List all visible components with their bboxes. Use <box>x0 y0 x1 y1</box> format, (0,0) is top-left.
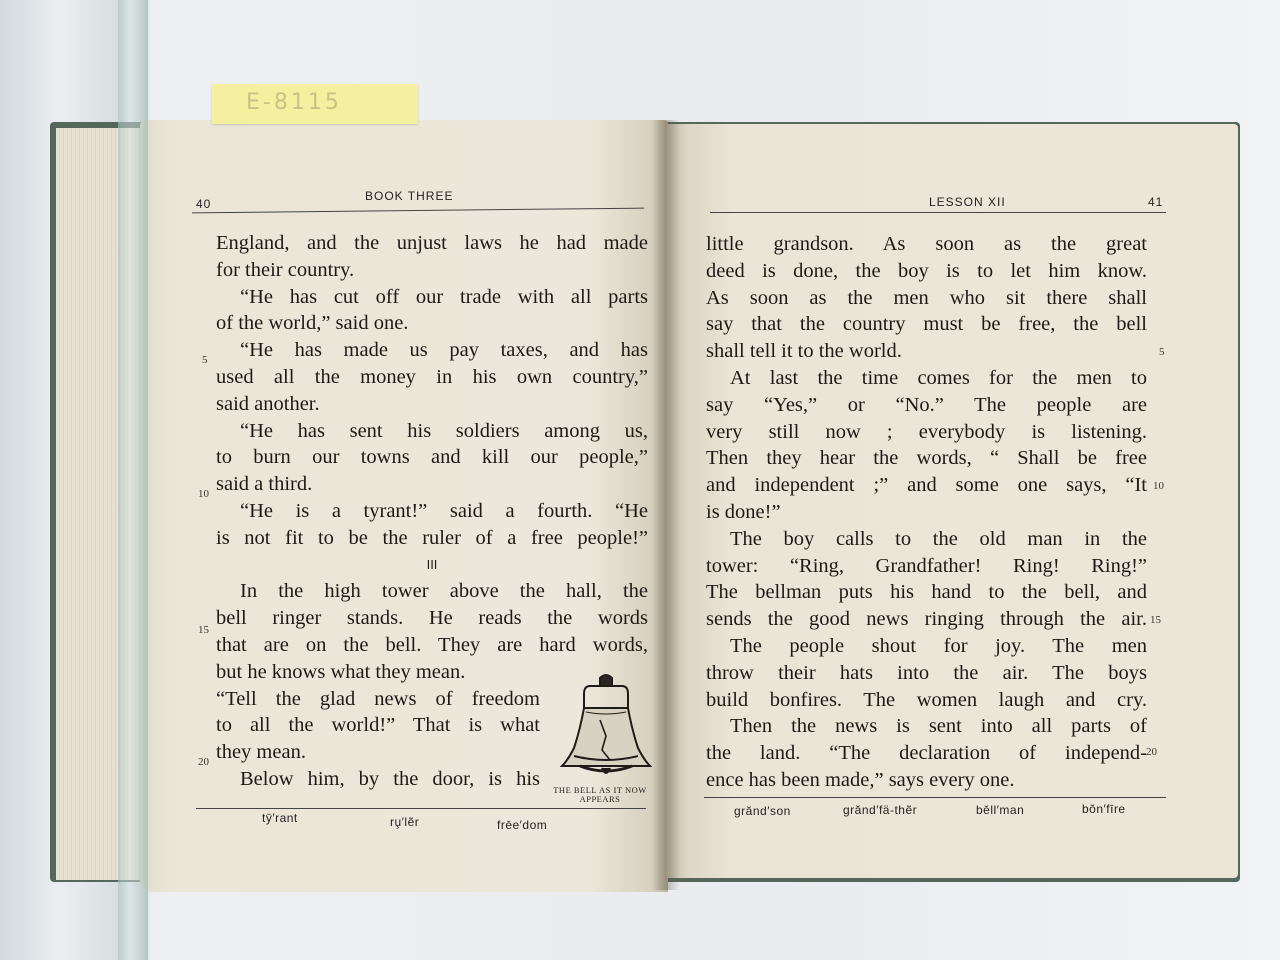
text-line: shall tell it to the world. <box>706 340 902 363</box>
footer-rule-left <box>196 808 646 809</box>
pronunciation-word: tȳ′rant <box>262 811 298 825</box>
text-line: The boy calls to the old man in the <box>730 527 1147 550</box>
footer-rule-right <box>704 797 1166 798</box>
text-line: Then they hear the words, “ Shall be free <box>706 447 1147 470</box>
text-line: bell ringer stands. He reads the words <box>216 607 648 630</box>
pronunciation-word: grănd′son <box>734 804 791 818</box>
pronunciation-word: frēe′dom <box>497 818 548 832</box>
sticky-note-text: E-8115 <box>246 90 342 115</box>
header-rule-right <box>710 212 1166 213</box>
glass-edge <box>118 0 148 960</box>
text-line: for their country. <box>216 258 355 281</box>
bell-caption: THE BELL AS IT NOW APPEARS <box>553 785 647 804</box>
text-line: to burn our towns and kill our people,” <box>216 446 648 469</box>
text-line: The people shout for joy. The men <box>730 634 1147 657</box>
pronunciation-word: ru̧′lẽr <box>390 815 420 829</box>
text-line: and independent ;” and some one says, “It <box>706 474 1147 497</box>
text-line: sends the good news ringing through the air. <box>706 608 1147 631</box>
text-line: “He has cut off our trade with all parts <box>240 285 648 308</box>
text-line: build bonfires. The women laugh and cry. <box>706 688 1147 711</box>
pronunciation-word: grănd′fä-thẽr <box>843 803 918 817</box>
line-number: 10 <box>1153 480 1164 492</box>
text-line: said another. <box>216 392 320 415</box>
page-number-right: 41 <box>1148 195 1164 209</box>
line-number: 5 <box>1159 346 1165 358</box>
text-line: say that the country must be free, the bell <box>706 313 1147 336</box>
text-line: ence has been made,” says every one. <box>706 768 1015 791</box>
running-head-right: LESSON XII <box>929 195 1006 209</box>
text-line: very still now ; everybody is listening. <box>706 420 1147 443</box>
text-line: “Tell the glad news of freedom <box>216 687 540 710</box>
text-line: they mean. <box>216 741 306 764</box>
pronunciation-word: bŏn′fīre <box>1082 802 1126 816</box>
text-line: is not fit to be the ruler of a free people!” <box>216 526 648 549</box>
text-line: that are on the bell. They are hard words, <box>216 633 648 656</box>
text-line: throw their hats into the air. The boys <box>706 661 1147 684</box>
text-line: At last the time comes for the men to <box>730 366 1147 389</box>
text-line: deed is done, the boy is to let him know. <box>706 259 1147 282</box>
text-line: the land. “The declaration of independ- <box>706 742 1147 765</box>
sticky-note <box>212 84 418 124</box>
text-line: say “Yes,” or “No.” The people are <box>706 393 1147 416</box>
text-line: tower: “Ring, Grandfather! Ring! Ring!” <box>706 554 1147 577</box>
spine-shadow <box>652 120 680 890</box>
section-number: III <box>426 556 438 572</box>
text-line: “He has made us pay taxes, and has <box>240 339 648 362</box>
text-line: but he knows what they mean. <box>216 660 466 683</box>
line-number: 20 <box>1146 746 1157 758</box>
text-line: little grandson. As soon as the great <box>706 233 1147 255</box>
line-number: 15 <box>1150 614 1161 626</box>
right-page-body <box>706 231 1147 794</box>
page-number-left: 40 <box>196 197 212 211</box>
line-number: 15 <box>198 624 209 636</box>
text-line: As soon as the men who sit there shall <box>706 286 1147 309</box>
text-line: used all the money in his own country,” <box>216 365 648 388</box>
line-number: 20 <box>198 756 209 768</box>
text-line: England, and the unjust laws he had made <box>216 232 648 254</box>
text-line: “He is a tyrant!” said a fourth. “He <box>240 499 648 522</box>
running-head-left: BOOK THREE <box>365 189 454 203</box>
text-line: said a third. <box>216 473 313 496</box>
text-line: The bellman puts his hand to the bell, and <box>706 581 1147 604</box>
pronunciation-word: bĕll′man <box>976 803 1025 817</box>
text-line: “He has sent his soldiers among us, <box>240 419 648 442</box>
line-number: 10 <box>198 488 209 500</box>
text-line: In the high tower above the hall, the <box>240 580 648 603</box>
text-line: of the world,” said one. <box>216 312 409 335</box>
line-number: 5 <box>202 354 208 366</box>
text-line: Below him, by the door, is his <box>240 767 540 790</box>
text-line: to all the world!” That is what <box>216 714 540 737</box>
text-line: Then the news is sent into all parts of <box>730 715 1147 738</box>
text-line: is done!” <box>706 500 781 523</box>
